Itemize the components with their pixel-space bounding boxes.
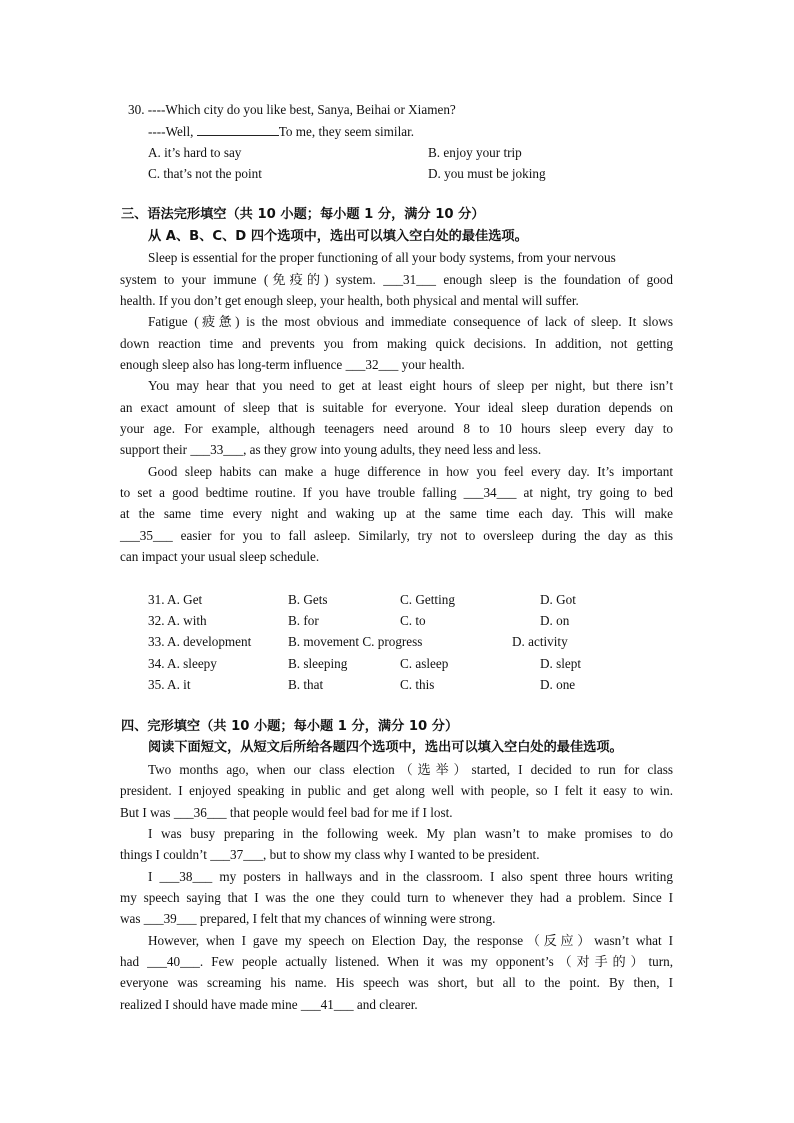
section4-heading: 四、完形填空（共 10 小题；每小题 1 分，满分 10 分） <box>121 719 459 734</box>
q32-option-d: D. on <box>540 613 570 628</box>
q35-option-c: C. this <box>400 677 435 692</box>
q33-option-bc: B. movement C. progress <box>288 634 423 649</box>
s4-line-3: But I was ___36___ that people would feel bad for me if I lost. <box>120 805 453 820</box>
q30-number: 30. <box>128 102 145 117</box>
s3-line-13: at the same time every night and waking up at the same time each day. This will make <box>120 506 673 521</box>
s4-line-2: president. I enjoyed speaking in public and get along well with people, so I felt it easy to win. <box>120 783 673 798</box>
section3-heading: 三、语法完形填空（共 10 小题；每小题 1 分，满分 10 分） <box>121 207 485 222</box>
q35-option-d: D. one <box>540 677 576 692</box>
q32-option-c: C. to <box>400 613 426 628</box>
section3-instruction: 从 A、B、C、D 四个选项中，选出可以填入空白处的最佳选项。 <box>148 229 528 244</box>
s3-line-10: support their ___33___, as they grow into young adults, they need less and less. <box>120 442 542 457</box>
s3-line-6: enough sleep also has long-term influence ___32___ your health. <box>120 357 465 372</box>
q34-option-a: 34. A. sleepy <box>148 656 217 671</box>
s4-line-1: Two months ago, when our class election（选举）started, I decided to run for class <box>148 762 673 777</box>
s4-line-12: realized I should have made mine ___41___ and clearer. <box>120 997 418 1012</box>
q30-option-a: A. it’s hard to say <box>148 145 242 160</box>
s4-line-4: I was busy preparing in the following week. My plan wasn’t to make promises to do <box>148 826 673 841</box>
s3-line-7: You may hear that you need to get at least eight hours of sleep per night, but there isn’t <box>148 378 673 393</box>
q30-stem <box>128 102 456 118</box>
s3-line-5: down reaction time and prevents you from making quick decisions. In addition, not getting <box>120 336 673 351</box>
q34-option-d: D. slept <box>540 656 582 671</box>
s4-line-9: However, when I gave my speech on Election Day, the response（反应）wasn’t what I <box>148 933 673 948</box>
q31-option-c: C. Getting <box>400 592 455 607</box>
q30-reply-end: To me, they seem similar. <box>278 124 415 139</box>
q35-option-b: B. that <box>288 677 324 692</box>
q32-option-a: 32. A. with <box>148 613 207 628</box>
s4-line-10: had ___40___. Few people actually listened. When it was my opponent’s（对手的）turn, <box>120 954 673 969</box>
s3-line-2: system to your immune (免疫的) system. ___31___ enough sleep is the foundation of good <box>120 272 673 287</box>
q30-option-b: B. enjoy your trip <box>428 145 522 160</box>
s3-line-12: to set a good bedtime routine. If you have trouble falling ___34___ at night, try going to bed <box>120 485 673 500</box>
s3-line-9: your age. For example, although teenagers need around 8 to 10 hours sleep every day to <box>120 421 673 436</box>
q31-option-a: 31. A. Get <box>148 592 203 607</box>
q34-option-c: C. asleep <box>400 656 449 671</box>
s3-line-3: health. If you don’t get enough sleep, your health, both physical and mental will suffer. <box>120 293 579 308</box>
s4-line-11: everyone was screaming his name. His speech was short, but all to the point. By then, I <box>120 975 673 990</box>
q32-option-b: B. for <box>288 613 319 628</box>
s3-line-11: Good sleep habits can make a huge difference in how you feel every day. It’s important <box>148 464 673 479</box>
s4-line-5: things I couldn’t ___37___, but to show my class why I wanted to be president. <box>120 847 540 862</box>
q30-option-c: C. that’s not the point <box>148 166 262 181</box>
q34-option-b: B. sleeping <box>288 656 348 671</box>
q31-option-d: D. Got <box>540 592 576 607</box>
q35-option-a: 35. A. it <box>148 677 191 692</box>
s4-line-8: was ___39___ prepared, I felt that my chances of winning were strong. <box>120 911 496 926</box>
s3-line-4: Fatigue (疲惫) is the most obvious and immediate consequence of lack of sleep. It slows <box>148 314 673 329</box>
q33-option-a: 33. A. development <box>148 634 252 649</box>
q30-question: ----Which city do you like best, Sanya, Beihai or Xiamen? <box>147 102 456 117</box>
s4-line-7: my speech saying that I was the one they could turn to whenever they had a problem. Since I <box>120 890 673 905</box>
s3-line-14: ___35___ easier for you to fall asleep. Similarly, try not to oversleep during the day as this <box>120 528 673 543</box>
q30-option-d: D. you must be joking <box>428 166 546 181</box>
s4-line-6: I ___38___ my posters in hallways and in the classroom. I also spent three hours writing <box>148 869 673 884</box>
answer-blank <box>197 123 279 136</box>
s3-line-1: Sleep is essential for the proper functioning of all your body systems, from your nervous <box>148 250 616 265</box>
section4-instruction: 阅读下面短文，从短文后所给各题四个选项中，选出可以填入空白处的最佳选项。 <box>148 740 623 755</box>
q31-option-b: B. Gets <box>288 592 328 607</box>
s3-line-15: can impact your usual sleep schedule. <box>120 549 320 564</box>
q33-option-d: D. activity <box>512 634 568 649</box>
q30-reply-start: ----Well, <box>148 124 197 139</box>
q30-reply <box>148 123 414 140</box>
s3-line-8: an exact amount of sleep that is suitable for everyone. Your ideal sleep duration depends on <box>120 400 673 415</box>
